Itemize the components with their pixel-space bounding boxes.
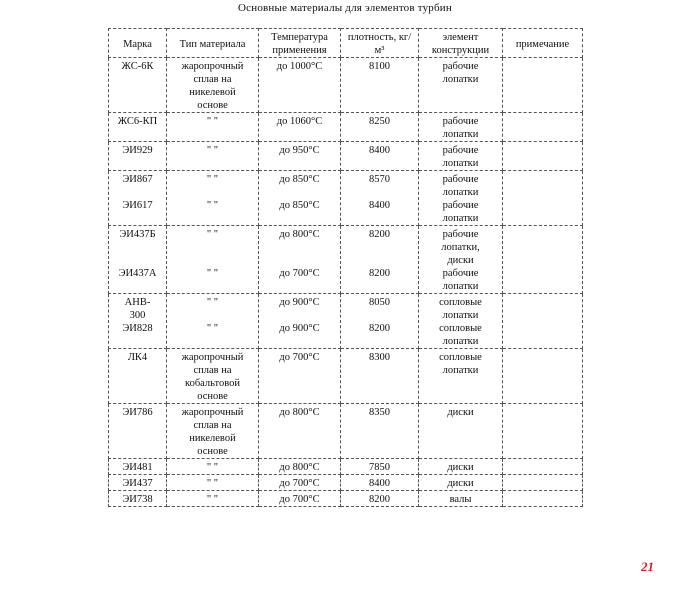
cell-text-line: до 700°С (279, 494, 320, 505)
cell-text-line: сопловые (439, 297, 482, 308)
cell-mark (109, 475, 167, 491)
cell-text-line (261, 241, 338, 254)
cell-material-type (167, 349, 259, 404)
cell-text-line: рабочие (442, 229, 479, 240)
cell-text-line: рабочие (442, 145, 479, 156)
cell-text-line: сопловые (439, 352, 482, 363)
cell-text-line: лопатки (442, 74, 479, 85)
cell-mark (109, 349, 167, 404)
cell-text-line (343, 309, 416, 322)
cell-text-line: ЖС-6К (121, 61, 154, 72)
cell-element (419, 113, 503, 142)
cell-note (503, 294, 583, 349)
cell-text-line: рабочие (442, 61, 479, 72)
materials-table (108, 28, 583, 507)
cell-text-line: 7850 (369, 462, 390, 473)
cell-text-line (343, 254, 416, 267)
cell-note (503, 171, 583, 226)
cell-note (503, 475, 583, 491)
cell-text-line: до 800°С (279, 407, 320, 418)
cell-text-line: сопловые (439, 323, 482, 334)
cell-text-line: жаропрочный (181, 61, 244, 72)
cell-text-line (505, 406, 580, 419)
cell-text-line: валы (449, 494, 472, 505)
table-row (109, 491, 583, 507)
cell-text-line: " " (206, 297, 219, 308)
cell-text-line: сплав на (193, 74, 232, 85)
cell-text-line: до 700°С (279, 352, 320, 363)
table-row (109, 404, 583, 459)
cell-text-line (505, 228, 580, 241)
table-row (109, 142, 583, 171)
cell-text-line: до 800°С (279, 462, 320, 473)
cell-text-line: диски (447, 478, 474, 489)
cell-text-line: 8400 (369, 145, 390, 156)
cell-text-line: ЭИ617 (122, 200, 153, 211)
cell-text-line: диски (447, 255, 474, 266)
cell-density (341, 349, 419, 404)
cell-text-line: " " (206, 229, 219, 240)
cell-text-line (343, 241, 416, 254)
cell-element (419, 58, 503, 113)
header-material-type: Тип материала (167, 29, 259, 58)
cell-text-line: рабочие (442, 268, 479, 279)
cell-density (341, 459, 419, 475)
cell-density (341, 475, 419, 491)
cell-text-line: лопатки (442, 281, 479, 292)
table-row (109, 58, 583, 113)
cell-text-line: лопатки (442, 310, 479, 321)
cell-material-type (167, 475, 259, 491)
cell-material-type (167, 58, 259, 113)
cell-material-type (167, 294, 259, 349)
cell-text-line: " " (206, 494, 219, 505)
cell-density (341, 404, 419, 459)
table-row (109, 294, 583, 349)
cell-element (419, 459, 503, 475)
cell-mark (109, 404, 167, 459)
cell-temperature (259, 404, 341, 459)
cell-note (503, 404, 583, 459)
cell-text-line (505, 296, 580, 309)
cell-text-line: основе (197, 100, 228, 111)
cell-density (341, 294, 419, 349)
cell-text-line: " " (206, 116, 219, 127)
cell-material-type (167, 171, 259, 226)
cell-temperature (259, 171, 341, 226)
cell-text-line: 8300 (369, 352, 390, 363)
cell-text-line: жаропрочный (181, 407, 244, 418)
cell-density (341, 171, 419, 226)
cell-text-line: 8400 (369, 478, 390, 489)
cell-material-type (167, 142, 259, 171)
cell-text-line: лопатки (442, 129, 479, 140)
cell-note (503, 349, 583, 404)
cell-text-line: диски (447, 407, 474, 418)
cell-note (503, 58, 583, 113)
cell-text-line: " " (206, 478, 219, 489)
cell-element (419, 475, 503, 491)
page-title: Основные материалы для элементов турбин (238, 2, 452, 14)
cell-element (419, 171, 503, 226)
cell-mark (109, 171, 167, 226)
header-element: элемент конструкции (419, 29, 503, 58)
cell-text-line: лопатки (442, 187, 479, 198)
cell-text-line: АНВ- (124, 297, 151, 308)
cell-text-line: до 950°С (279, 145, 320, 156)
cell-note (503, 226, 583, 294)
cell-text-line: ЭИ929 (122, 145, 153, 156)
header-temperature: Температура применения (259, 29, 341, 58)
cell-note (503, 113, 583, 142)
cell-temperature (259, 294, 341, 349)
cell-text-line: " " (206, 145, 219, 156)
cell-text-line: основе (197, 446, 228, 457)
cell-text-line (111, 241, 164, 254)
cell-text-line: до 1060°С (276, 116, 323, 127)
cell-text-line (261, 186, 338, 199)
cell-element (419, 294, 503, 349)
cell-text-line: сплав на (193, 365, 232, 376)
cell-text-line: " " (206, 462, 219, 473)
table-row (109, 171, 583, 226)
cell-text-line (343, 186, 416, 199)
cell-text-line: " " (206, 268, 219, 279)
cell-text-line (169, 241, 256, 254)
cell-material-type (167, 226, 259, 294)
cell-text-line: кобальтовой (185, 378, 240, 389)
cell-element (419, 142, 503, 171)
cell-text-line: 8350 (369, 407, 390, 418)
cell-text-line: " " (206, 200, 219, 211)
cell-text-line (505, 493, 580, 506)
cell-density (341, 58, 419, 113)
cell-text-line: до 800°С (279, 229, 320, 240)
cell-text-line: жаропрочный (181, 352, 244, 363)
cell-element (419, 226, 503, 294)
cell-text-line: 8050 (369, 297, 390, 308)
cell-mark (109, 459, 167, 475)
cell-element (419, 349, 503, 404)
cell-text-line: рабочие (442, 200, 479, 211)
cell-note (503, 491, 583, 507)
cell-mark (109, 142, 167, 171)
cell-text-line: до 700°С (279, 478, 320, 489)
cell-material-type (167, 491, 259, 507)
cell-element (419, 404, 503, 459)
cell-mark (109, 226, 167, 294)
cell-text-line: основе (197, 391, 228, 402)
cell-mark (109, 491, 167, 507)
cell-text-line: лопатки (442, 336, 479, 347)
cell-text-line: ЛК4 (127, 352, 148, 363)
cell-text-line: сплав на (193, 420, 232, 431)
cell-temperature (259, 142, 341, 171)
cell-text-line (261, 254, 338, 267)
table-header-row (109, 29, 583, 58)
cell-text-line (169, 309, 256, 322)
cell-text-line (505, 477, 580, 490)
cell-text-line: ЭИ828 (122, 323, 153, 334)
cell-text-line: ЭИ867 (122, 174, 153, 185)
cell-temperature (259, 113, 341, 142)
cell-note (503, 142, 583, 171)
cell-text-line: 8570 (369, 174, 390, 185)
header-mark: Марка (109, 29, 167, 58)
cell-text-line (169, 186, 256, 199)
cell-text-line: 8200 (369, 323, 390, 334)
cell-text-line: ЭИ437Б (119, 229, 156, 240)
table-row (109, 226, 583, 294)
cell-material-type (167, 459, 259, 475)
cell-text-line (505, 115, 580, 128)
cell-temperature (259, 226, 341, 294)
cell-density (341, 142, 419, 171)
cell-material-type (167, 113, 259, 142)
cell-text-line: никелевой (189, 87, 236, 98)
cell-text-line (111, 186, 164, 199)
table-row (109, 113, 583, 142)
cell-element (419, 491, 503, 507)
cell-text-line (505, 173, 580, 186)
cell-text-line: никелевой (189, 433, 236, 444)
cell-text-line: до 850°С (279, 200, 320, 211)
cell-text-line: ЭИ481 (122, 462, 153, 473)
table-row (109, 475, 583, 491)
cell-text-line (261, 309, 338, 322)
cell-text-line (505, 60, 580, 73)
cell-text-line: 8100 (369, 61, 390, 72)
cell-text-line: ЭИ437А (118, 268, 157, 279)
header-density: плотность, кг/м³ (341, 29, 419, 58)
cell-temperature (259, 491, 341, 507)
cell-text-line: лопатки (442, 365, 479, 376)
cell-text-line: до 850°С (279, 174, 320, 185)
cell-text-line: до 900°С (279, 297, 320, 308)
cell-text-line: 8200 (369, 229, 390, 240)
cell-text-line: рабочие (442, 174, 479, 185)
cell-text-line: до 1000°С (276, 61, 323, 72)
cell-temperature (259, 475, 341, 491)
cell-text-line: до 900°С (279, 323, 320, 334)
cell-text-line: 8200 (369, 268, 390, 279)
cell-text-line: лопатки (442, 158, 479, 169)
cell-mark (109, 294, 167, 349)
cell-density (341, 226, 419, 294)
cell-text-line: рабочие (442, 116, 479, 127)
cell-temperature (259, 349, 341, 404)
cell-text-line: ЭИ437 (122, 478, 153, 489)
cell-temperature (259, 459, 341, 475)
cell-text-line (111, 254, 164, 267)
cell-text-line (505, 461, 580, 474)
header-note: примечание (503, 29, 583, 58)
table-body (109, 58, 583, 507)
table-row (109, 349, 583, 404)
page-number: 21 (641, 559, 654, 574)
table-row (109, 459, 583, 475)
cell-text-line (505, 144, 580, 157)
cell-text-line: до 700°С (279, 268, 320, 279)
cell-density (341, 491, 419, 507)
cell-text-line: ЭИ738 (122, 494, 153, 505)
cell-temperature (259, 58, 341, 113)
cell-material-type (167, 404, 259, 459)
cell-text-line: 8250 (369, 116, 390, 127)
cell-text-line: диски (447, 462, 474, 473)
cell-text-line: лопатки, (441, 242, 480, 253)
cell-text-line: 300 (129, 310, 146, 321)
cell-mark (109, 113, 167, 142)
cell-text-line (505, 351, 580, 364)
cell-note (503, 459, 583, 475)
cell-text-line: " " (206, 174, 219, 185)
cell-text-line: лопатки (442, 213, 479, 224)
cell-text-line: 8200 (369, 494, 390, 505)
cell-text-line (169, 254, 256, 267)
cell-text-line: " " (206, 323, 219, 334)
cell-text-line: ЖС6-КП (117, 116, 158, 127)
cell-mark (109, 58, 167, 113)
cell-density (341, 113, 419, 142)
cell-text-line: ЭИ786 (122, 407, 153, 418)
cell-text-line: 8400 (369, 200, 390, 211)
